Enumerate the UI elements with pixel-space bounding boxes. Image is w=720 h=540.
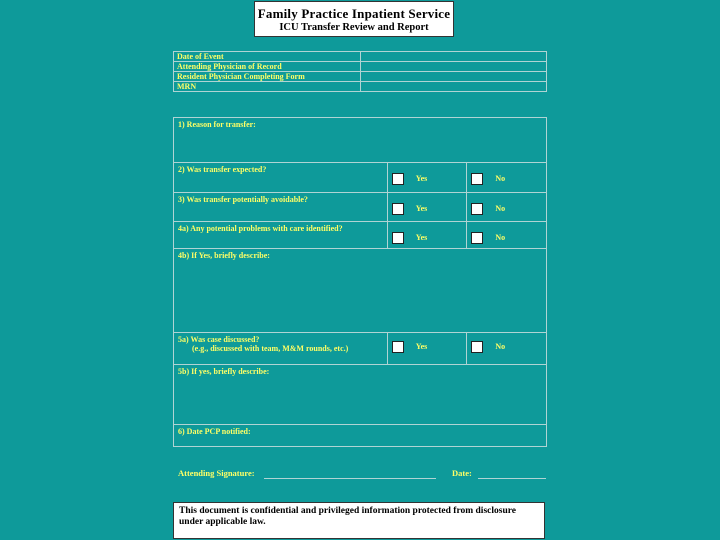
q5a-yes-checkbox[interactable] [392, 341, 404, 353]
q3-no-checkbox[interactable] [471, 203, 483, 215]
q5a-label: 5a) Was case discussed? [178, 335, 260, 344]
form-title: Family Practice Inpatient Service [257, 6, 451, 21]
q5a-cell [174, 333, 388, 365]
signature-date-label: Date: [452, 468, 472, 478]
mrn-label: MRN [174, 82, 361, 92]
mrn-field[interactable] [361, 82, 547, 92]
q1-row [174, 118, 547, 163]
q2-no-label: No [495, 173, 506, 183]
info-row [174, 72, 547, 82]
q4a-no-checkbox[interactable] [471, 232, 483, 244]
attending-physician-field[interactable] [361, 62, 547, 72]
q4b-label: 4b) If Yes, briefly describe: [178, 251, 270, 260]
attending-signature-line[interactable] [264, 478, 436, 479]
q5a-row [174, 333, 547, 365]
q6-row [174, 425, 547, 447]
form-subtitle: ICU Transfer Review and Report [279, 22, 429, 33]
q4a-yes-checkbox[interactable] [392, 232, 404, 244]
info-row [174, 52, 547, 62]
q3-yes-label: Yes [415, 203, 428, 213]
q4a-row [174, 222, 547, 249]
attending-signature-label: Attending Signature: [178, 468, 255, 478]
date-of-event-label: Date of Event [174, 52, 361, 62]
q3-label: 3) Was transfer potentially avoidable? [174, 193, 388, 222]
form-title-box [254, 1, 454, 37]
q5b-row [174, 365, 547, 425]
signature-date-line[interactable] [478, 478, 546, 479]
q3-row [174, 193, 547, 222]
q5a-note: (e.g., discussed with team, M&M rounds, etc.) [192, 344, 349, 353]
q1-label: 1) Reason for transfer: [178, 120, 256, 129]
signature-area [178, 465, 546, 479]
q2-label: 2) Was transfer expected? [174, 163, 388, 193]
resident-physician-label: Resident Physician Completing Form [174, 72, 361, 82]
info-row [174, 82, 547, 92]
pcp-notified-date-field[interactable] [174, 425, 547, 447]
q5a-yes-label: Yes [415, 341, 428, 351]
q5b-label: 5b) If yes, briefly describe: [178, 367, 270, 376]
q2-row [174, 163, 547, 193]
q6-label: 6) Date PCP notified: [178, 427, 251, 436]
q4a-yes-label: Yes [415, 232, 428, 242]
info-row [174, 62, 547, 72]
q2-no-checkbox[interactable] [471, 173, 483, 185]
transfer-review-form [173, 117, 547, 447]
q2-yes-label: Yes [415, 173, 428, 183]
q5a-no-checkbox[interactable] [471, 341, 483, 353]
q5b-description-field[interactable] [174, 365, 547, 425]
reason-for-transfer-field[interactable] [174, 118, 547, 163]
q3-yes-checkbox[interactable] [392, 203, 404, 215]
q4b-row [174, 249, 547, 333]
q3-no-label: No [495, 203, 506, 213]
attending-physician-label: Attending Physician of Record [174, 62, 361, 72]
q4a-label: 4a) Any potential problems with care identified? [174, 222, 388, 249]
confidentiality-notice: This document is confidential and privileged information protected from disclosure under applicable law. [173, 502, 545, 539]
q4b-description-field[interactable] [174, 249, 547, 333]
q4a-no-label: No [495, 232, 506, 242]
date-of-event-field[interactable] [361, 52, 547, 62]
q5a-no-label: No [495, 341, 506, 351]
event-info-table [173, 51, 547, 92]
q2-yes-checkbox[interactable] [392, 173, 404, 185]
resident-physician-field[interactable] [361, 72, 547, 82]
